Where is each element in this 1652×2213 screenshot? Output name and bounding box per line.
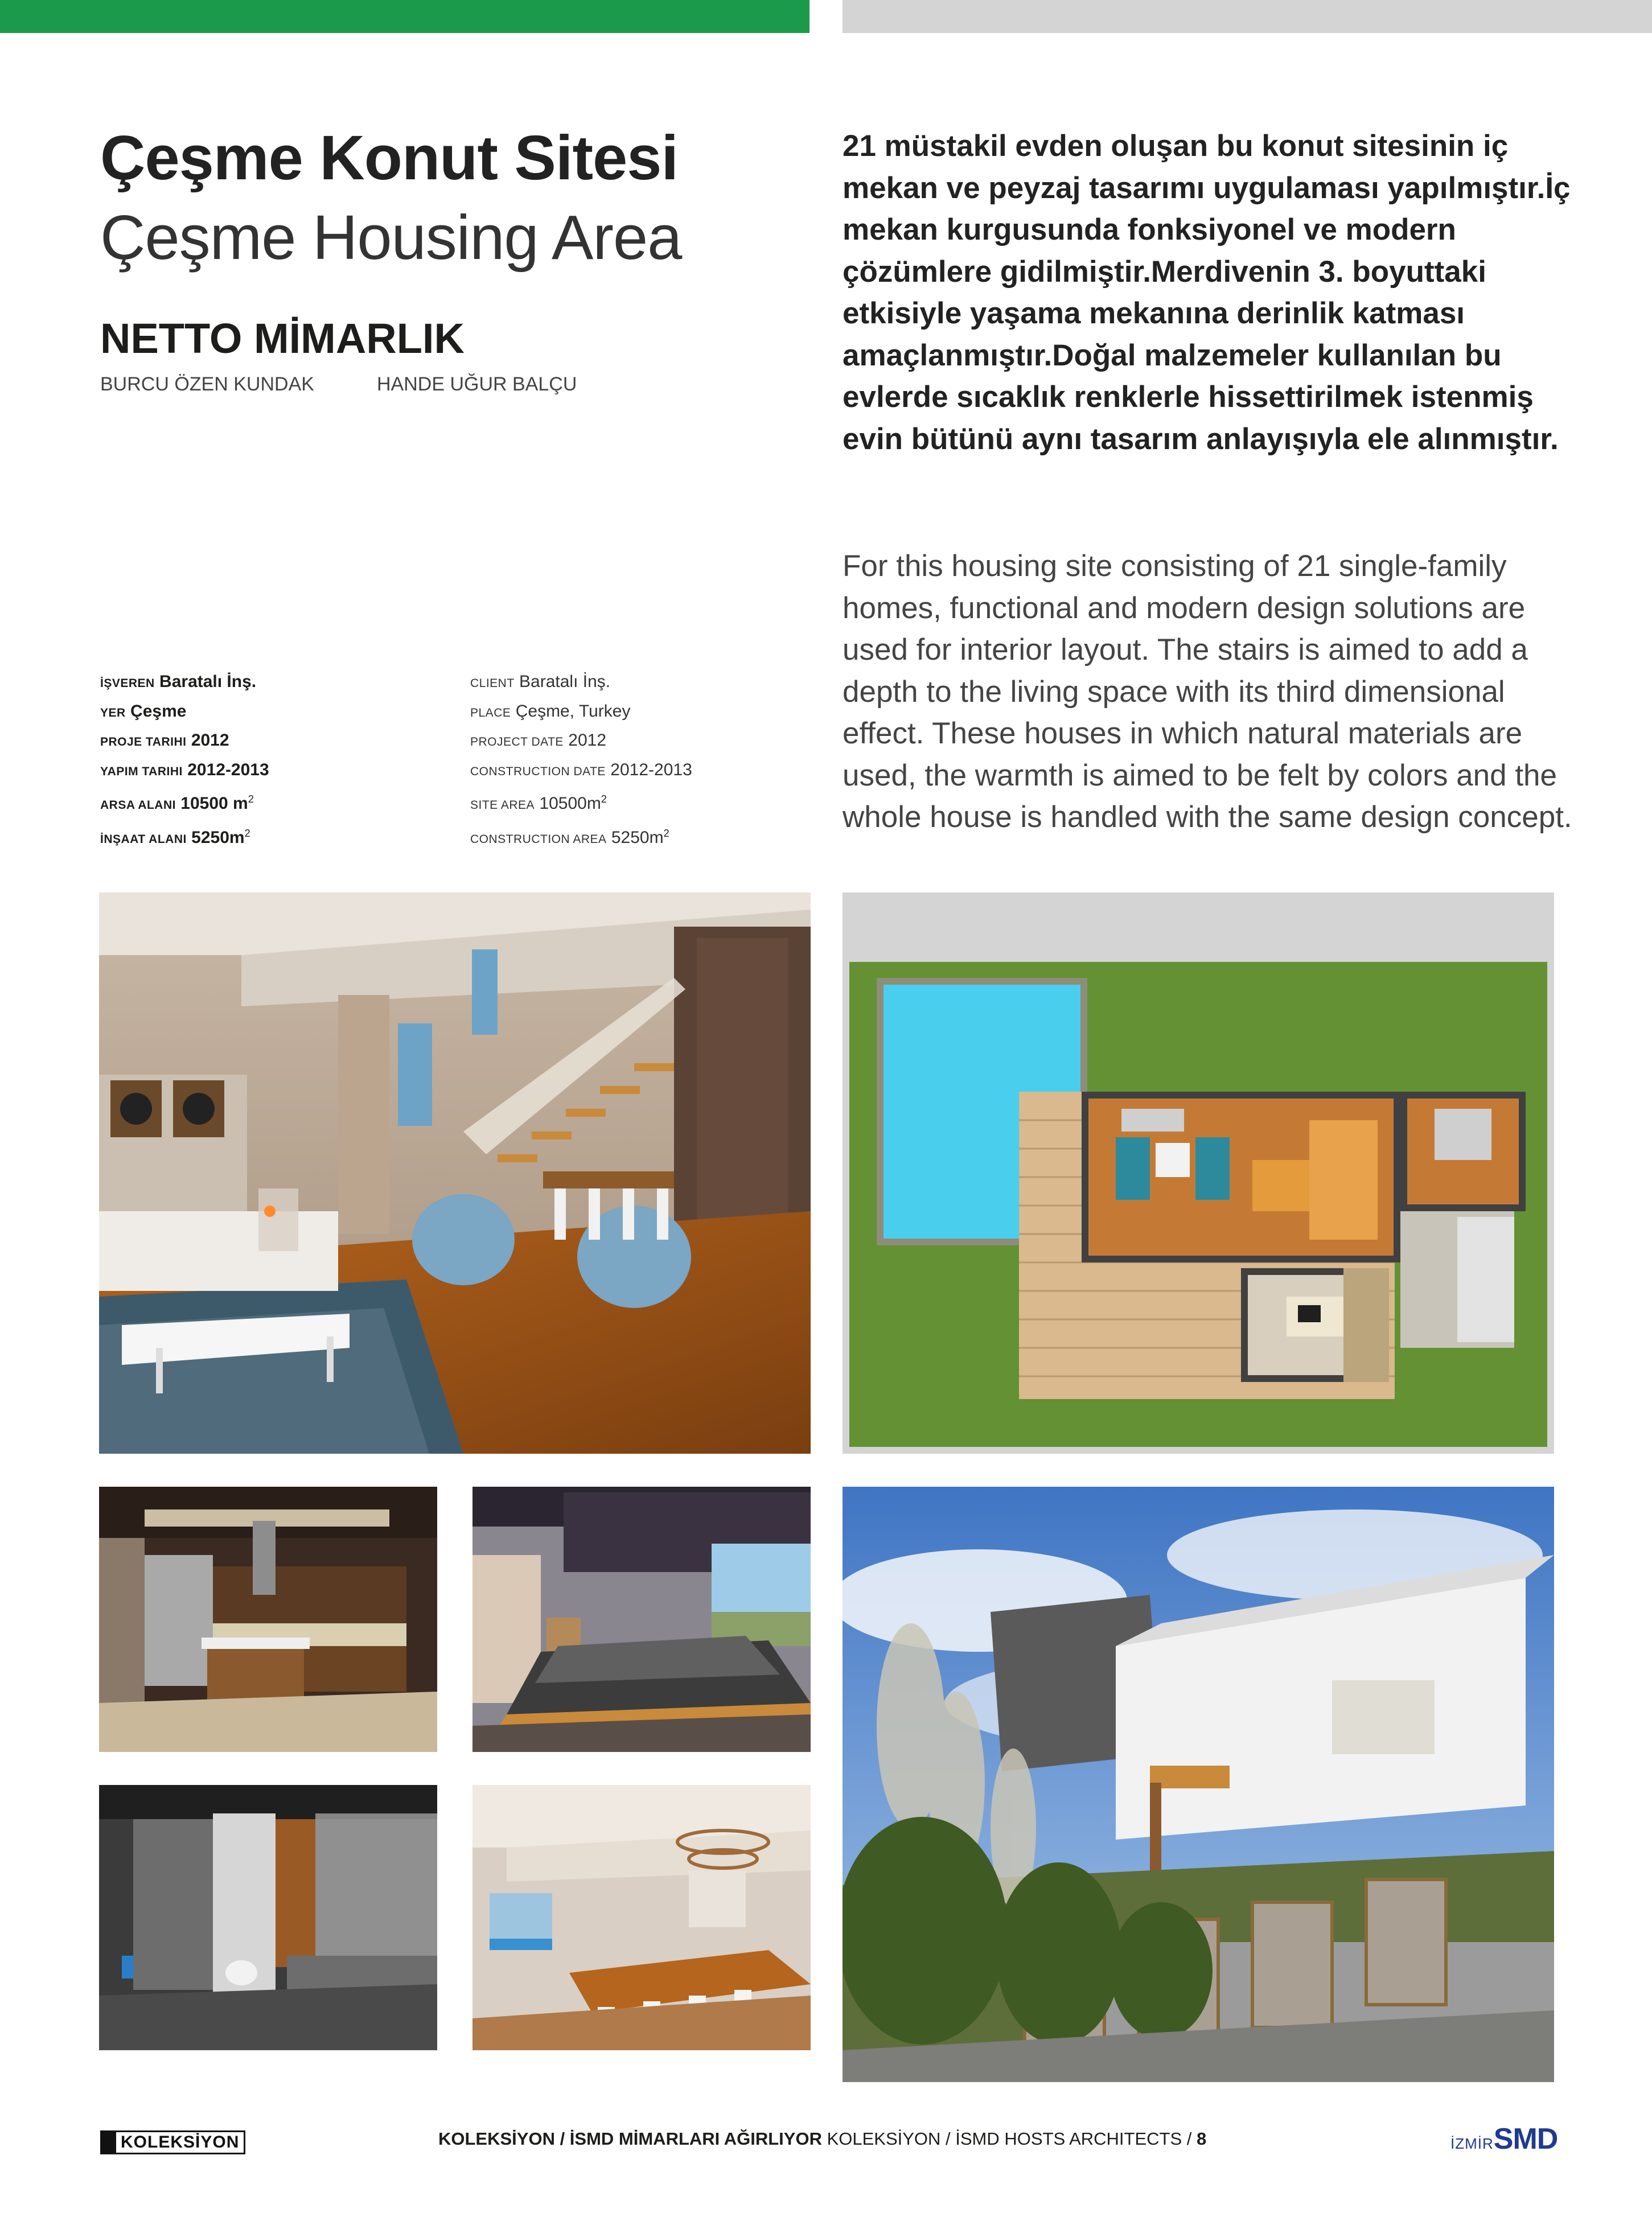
architect-name-1: BURCU ÖZEN KUNDAK xyxy=(100,373,314,395)
page-number: 8 xyxy=(1196,2129,1207,2149)
info-row-client: İŞVEREN Baratalı İnş. xyxy=(100,672,257,691)
info-row-construction-area: İNŞAAT ALANI $5250m^2$ xyxy=(100,827,250,847)
koleksiyon-logo: KOLEKSİYON xyxy=(100,2130,245,2154)
project-info-turkish xyxy=(100,668,269,853)
bedroom-render xyxy=(472,1487,811,1752)
bathroom-render xyxy=(99,1785,437,2050)
exterior-render xyxy=(843,1487,1554,2082)
kitchen-render xyxy=(99,1487,437,1752)
info-row-construction-area: CONSTRUCTION AREA $5250m^2$ xyxy=(470,827,669,847)
dining-room-render xyxy=(472,1785,811,2050)
top-accent-bar-grey xyxy=(843,0,1652,33)
top-accent-bar-green xyxy=(0,0,809,33)
info-row-site-area: SITE AREA $10500m^2$ xyxy=(470,793,607,813)
footer-running-title: KOLEKSİYON / İSMD MİMARLARI AĞIRLIYOR KOLEKSİYON / İSMD HOSTS ARCHITECTS / 8 xyxy=(438,2129,1207,2149)
description-english: For this housing site consisting of 21 single-family homes, functional and modern design solutions are used for interior layout. The stairs is aimed to add a depth to the living space with its third dimensional effect. These houses in which natural materials are used, the warmth is aimed to be felt by colors and the whole house is handled with the same design concept. xyxy=(843,549,1572,834)
info-row-place: YER Çeşme xyxy=(100,701,187,721)
architecture-firm: NETTO MİMARLIK xyxy=(100,315,465,362)
info-row-site-area: ARSA ALANI 10500 $m^2$ xyxy=(100,793,254,813)
description-turkish: 21 müstakil evden oluşan bu konut sitesinin iç mekan ve peyzaj tasarımı uygulaması yapılmıştır.İç mekan kurgusunda fonksiyonel ve modern çözümlere gidilmiştir.Merdivenin 3. boyuttaki etkisiyle yaşama mekanına derinlik katması amaçlanmıştır.Doğal malzemeler kullanılan bu evlerde sıcaklık renklerle hissettirilmek istenmiş evin bütünü aynı tasarım anlayışıyla ele alınmıştır. xyxy=(843,129,1571,456)
info-row-construction-date: CONSTRUCTION DATE 2012-2013 xyxy=(470,760,692,779)
izmir-smd-logo: İZMİRSMD xyxy=(1450,2122,1558,2156)
living-room-render xyxy=(99,892,811,1454)
floor-plan-render xyxy=(843,892,1554,1454)
project-info-english xyxy=(470,668,692,853)
architect-name-2: HANDE UĞUR BALÇU xyxy=(377,373,577,395)
info-row-construction-date: YAPIM TARIHI 2012-2013 xyxy=(100,760,269,779)
project-title-turkish: Çeşme Konut Sitesi xyxy=(100,123,679,193)
info-row-client: CLIENT Baratalı İnş. xyxy=(470,672,611,691)
info-row-project-date: PROJECT DATE 2012 xyxy=(470,731,607,750)
info-row-place: PLACE Çeşme, Turkey xyxy=(470,701,631,721)
info-row-project-date: PROJE TARIHI 2012 xyxy=(100,731,229,750)
project-title-english: Çeşme Housing Area xyxy=(100,203,682,273)
